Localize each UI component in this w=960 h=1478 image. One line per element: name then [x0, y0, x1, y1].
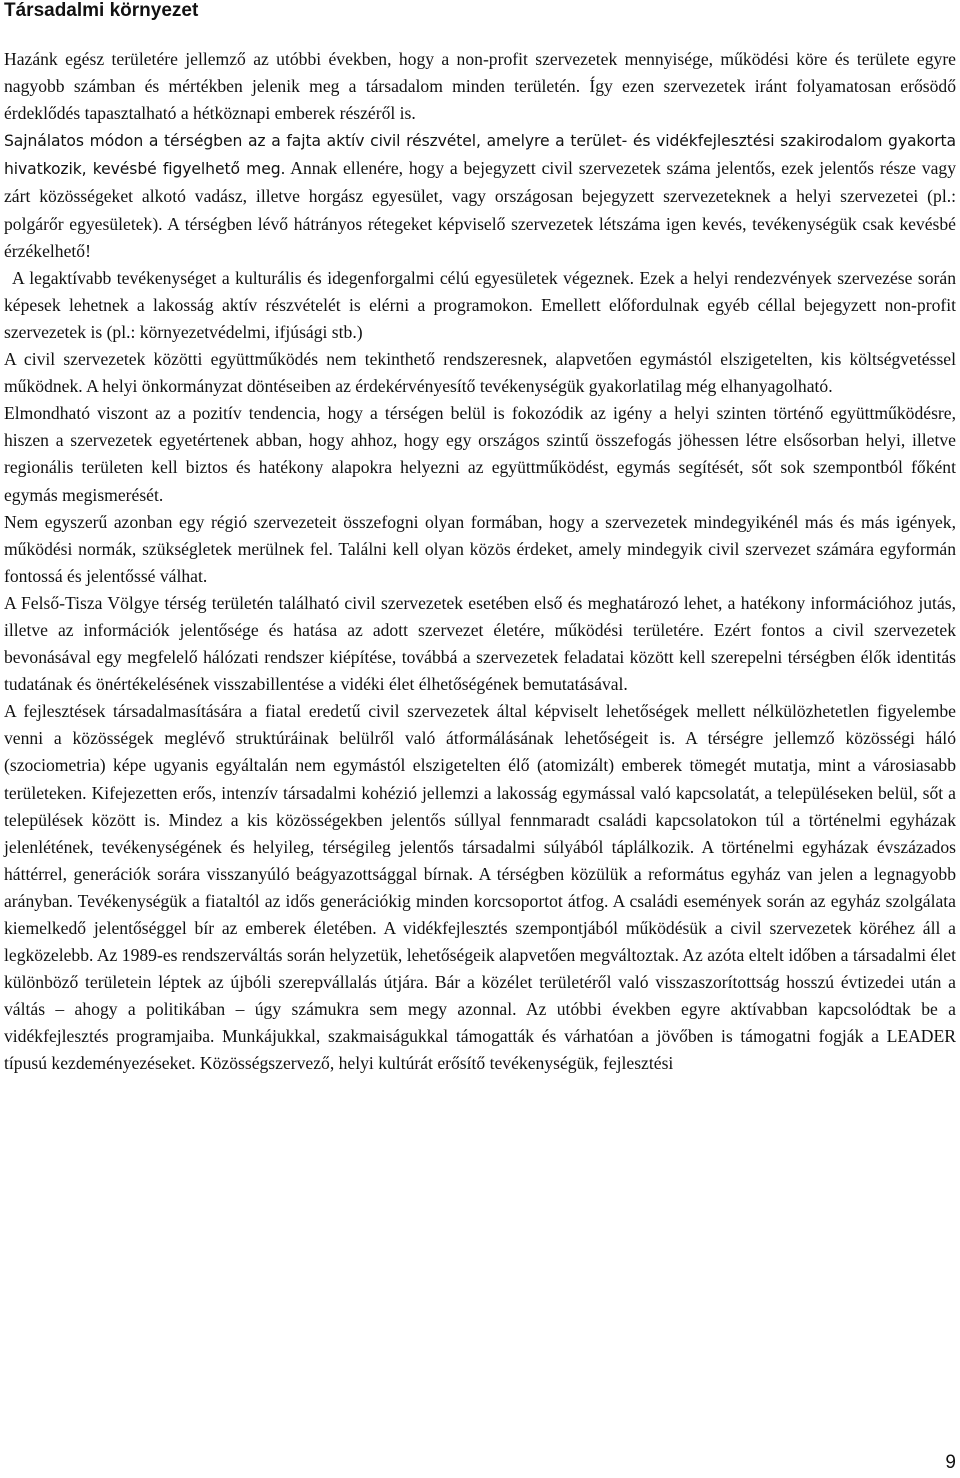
- paragraph-2: [4, 127, 956, 264]
- page-number: 9: [945, 1452, 956, 1473]
- section-heading: Társadalmi környezet: [4, 0, 199, 21]
- paragraph-3: A legaktívabb tevékenységet a kulturális és idegenforgalmi célú egyesületek végeznek. Ezek a helyi rendezvények szervezése során képesek lehetnek a lakosság aktív részvételét is elérni a programokon. Emellett előfordulnak egyéb céllal bejegyzett non-profit szervezetek is (pl.: környezetvédelmi, ifjúsági stb.): [4, 267, 956, 342]
- paragraph-2-sans-text: Sajnálatos módon a térségben az a fajta aktív civil részvétel, amelyre a terület- és vidékfejlesztési szakirodalom gyakorta hivatkozik, kevésbé figyelhető meg.: [4, 132, 956, 179]
- paragraph-8: A fejlesztések társadalmasítására a fiatal eredetű civil szervezetek által képviselt lehetőségek mellett nélkülözhetetlen figyelembe venni a közösségek meglévő struktúráinak belülről való átformálásának lehetőségeit is. A térségre jellemző közösségi háló (szociometria) képe ugyanis egyáltalán nem egymástól elszigetelten élő (atomizált) emberek tömegét mutatja, mint a városiasabb területeken. Kifejezetten erős, intenzív társadalmi kohézió jellemzi a lakosság egymással való kapcsolatát, a településeken belül, sőt a települések között is. Mindez a kis közösségekben jelentős súllyal fennmaradt családi kapcsolatokon túl a történelmi egyházak jelenlétének, tevékenységének és helyileg, térségileg jelentős társadalmi súlyából táplálkozik. A történelmi egyházak évszázados háttérrel, generációk sorára visszanyúló beágyazottsággal bírnak. A térségben közülük a református egyház van jelen a legnagyobb arányban. Tevékenységük a fiataltól az idős generációkig minden korcsoportot átfog. A családi események során az egyház szolgálata kiemelkedő jelentőséggel bír az emberek életében. A vidékfejlesztés szempontjából működésük a civil szervezetek köréhez áll a legközelebb. Az 1989-es rendszerváltás során helyzetük, lehetőségeik alapvetően megváltoztak. Az azóta eltelt időben a társadalmi élet különböző területein léptek az újbóli szerepvállalás útjára. Bár a közélet területéről való visszaszorítottság hosszú évtizedei után a váltás – ahogy a politikában – úgy számukra sem megy azonnal. Az utóbbi években egyre aktívabban kapcsolódtak be a vidékfejlesztés programjaiba. Munkájukkal, szakmaiságukkal támogatták és várhatóan a jövőben is támogatni fogják a LEADER típusú kezdeményezéseket. Közösségszervező, helyi kultúrát erősítő tevékenységük, fejlesztési: [4, 701, 956, 1074]
- paragraph-4: A civil szervezetek közötti együttműködés nem tekinthető rendszeresnek, alapvetően egymástól elszigetelten, kis költségvetéssel működnek. A helyi önkormányzat döntéseiben az érdekérvényesítő tevékenységük gyakorlatilag még elhanyagolható.: [4, 349, 956, 397]
- paragraph-7: A Felső-Tisza Völgye térség területén található civil szervezetek esetében első és meghatározó lehet, a hatékony információhoz jutás, illetve az információk jelentősége és hatása az adott szervezet életére, működési területére. Ezért fontos a civil szervezetek bevonásával egy megfelelő hálózati rendszer kiépítése, továbbá a szervezetek feladatai között kell szerepelni térségben élők identitás tudatának és önértékelésének visszabillentése a vidéki élet élhetőségének bemutatásával.: [4, 592, 956, 695]
- paragraph-5: Elmondható viszont az a pozitív tendencia, hogy a térségen belül is fokozódik az igény a helyi szinten történő együttműködésre, hiszen a szervezetek egyetértenek abban, hogy ahhoz, hogy egy országos szintű összefogás jöhessen létre elsősorban helyi, illetve regionális területen kell biztos és hatékony alapokra helyezni az együttműködést, egymás segítését, sőt sok szempontból főként egymás megismerését.: [4, 403, 956, 505]
- paragraph-1: Hazánk egész területére jellemző az utóbbi években, hogy a non-profit szervezetek mennyisége, működési köre és területe egyre nagyobb számban és mértékben jelenik meg a társadalom minden területén. Így ezen szervezetek iránt folyamatosan erősödő érdeklődés tapasztalható a hétköznapi emberek részéről is.: [4, 49, 956, 124]
- document-page: [4, 0, 956, 1078]
- paragraph-6: Nem egyszerű azonban egy régió szervezeteit összefogni olyan formában, hogy a szervezetek mindegyikénél más és más igények, működési normák, szükségletek merülnek fel. Találni kell olyan közös érdeket, amely mindegyik civil szervezet számára egyformán fontossá és jelentőssé válhat.: [4, 511, 956, 586]
- paragraph-2-text: Annak ellenére, hogy a bejegyzett civil szervezetek száma jelentős, ezek jelentős része vagy zárt közösségeket alkotó vadász, illetve horgász egyesület, vagy országosan bejegyzett szervezeteknek a helyi szervezetei (pl.: polgárőr egyesületek). A térségben lévő hátrányos rétegeket képviselő szervezetek létszáma igen kevés, tevékenységük csak kevésbé érzékelhető!: [4, 158, 956, 261]
